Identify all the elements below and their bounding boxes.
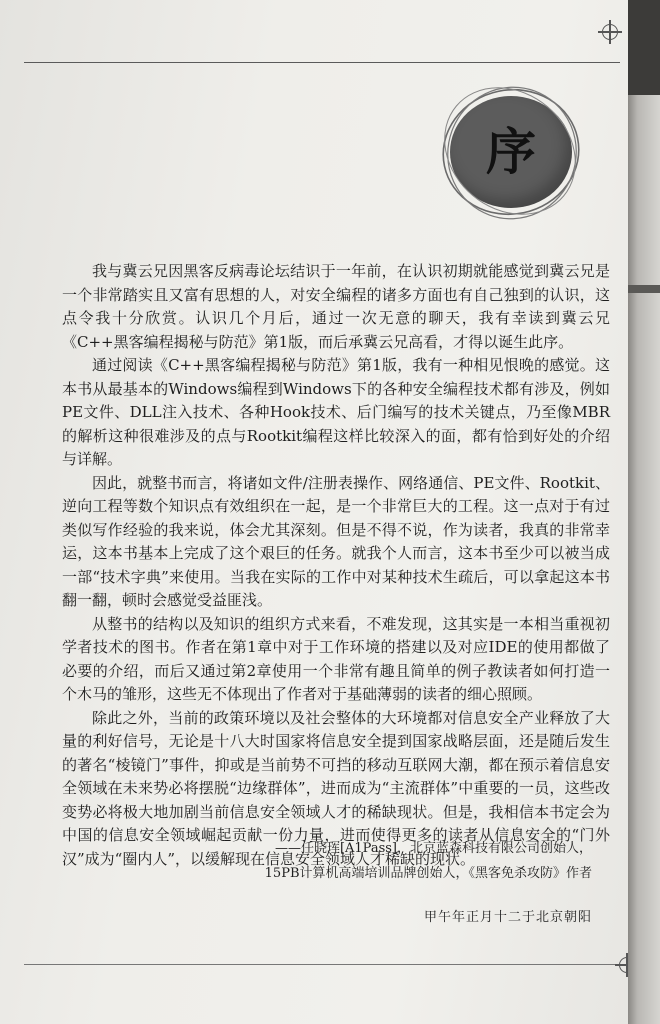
header-rule <box>24 62 620 63</box>
footer-rule <box>24 964 616 965</box>
chapter-badge <box>436 82 586 222</box>
paragraph: 从整书的结构以及知识的组织方式来看，不难发现，这其实是一本相当重视初学者技术的图书。作者在第1章中对于工作环境的搭建以及对应IDE的使用都做了必要的介绍，而后又通过第2章使用一个非常有趣且简单的例子教读者如何打造一个木马的雏形，这些无不体现出了作者对于基础薄弱的读者的细心照顾。 <box>62 614 610 703</box>
page-shadow <box>628 0 660 95</box>
page-shadow <box>628 285 660 293</box>
paragraph: 因此，就整书而言，将诸如文件/注册表操作、网络通信、PE文件、Rootkit、逆向工程等数个知识点有效组织在一起，是一个非常巨大的工程。这一点对于有过类似写作经验的我来说，体会尤其深刻。但是不得不说，作为读者，我真的非常幸运，这本书基本上完成了这个艰巨的任务。就我个人而言，这本书至少可以被当成一部“技术字典”来使用。当我在实际的工作中对某种技术生疏后，可以拿起这本书翻一翻，顿时会感觉受益匪浅。 <box>62 473 610 609</box>
registration-mark-icon <box>602 24 618 40</box>
preface-body <box>62 260 610 871</box>
signature-block <box>32 836 592 886</box>
paragraph: 我与冀云兄因黑客反病毒论坛结识于一年前，在认识初期就能感觉到冀云兄是一个非常踏实且又富有思想的人，对安全编程的诸多方面也有自己独到的认识，这点令我十分欣赏。认识几个月后，通过一次无意的聊天，我有幸读到冀云兄《C++黑客编程揭秘与防范》第1版，而后承冀云兄高看，才得以诞生此序。 <box>62 262 610 351</box>
signature-line: ——任晓珲[A1Pass]，北京蓝森科技有限公司创始人， <box>274 841 592 856</box>
preface-title: 序 <box>486 123 536 181</box>
signature-line: 15PB计算机高端培训品牌创始人，《黑客免杀攻防》作者 <box>264 866 592 881</box>
date-line: 甲午年正月十二于北京朝阳 <box>423 910 592 925</box>
adjacent-page-edge <box>628 0 660 1024</box>
paragraph: 通过阅读《C++黑客编程揭秘与防范》第1版，我有一种相见恨晚的感觉。这本书从最基本的Windows编程到Windows下的各种安全编程技术都有涉及，例如PE文件、DLL注入技术、各种Hook技术、后门编写的技术关键点，乃至像MBR的解析这种很难涉及的点与Rootkit编程这样比较深入的面，都有恰到好处的介绍与详解。 <box>62 356 610 468</box>
paragraph: 除此之外，当前的政策环境以及社会整体的大环境都对信息安全产业释放了大量的利好信号，无论是十八大时国家将信息安全提到国家战略层面，还是随后发生的著名“棱镜门”事件，抑或是当前势不可挡的移动互联网大潮，都在预示着信息安全领域在未来势必将摆脱“边缘群体”，进而成为“主流群体”中重要的一员，这些改变势必将极大地加剧当前信息安全领域人才的稀缺现状。但是，我相信本书定会为中国的信息安全领域崛起贡献一份力量，进而使得更多的读者从信息安全的“门外汉”成为“圈内人”，以缓解现在信息安全领域人才稀缺的现状。 <box>62 708 610 868</box>
